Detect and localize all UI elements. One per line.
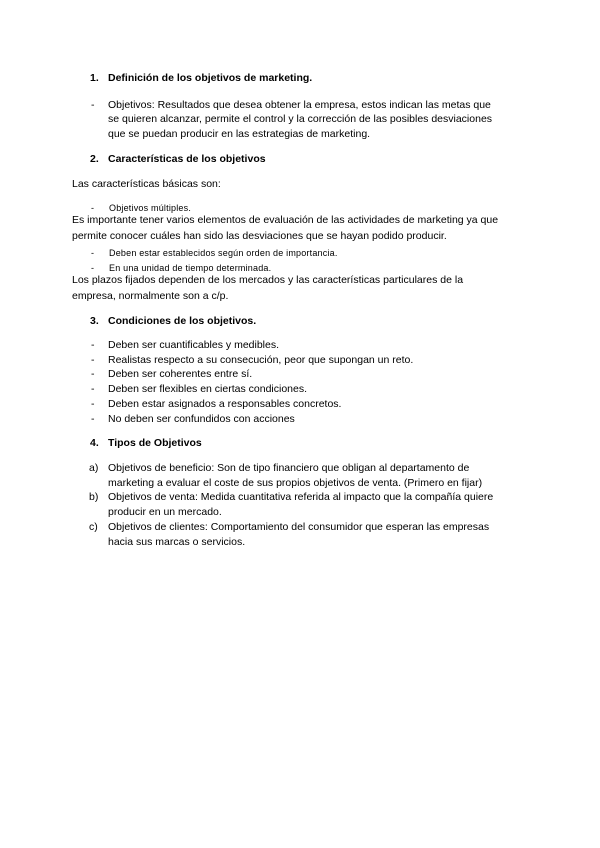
section-2-item: Deben estar establecidos según orden de importancia. (109, 248, 338, 258)
section-3-bullet: - (91, 383, 95, 395)
section-2-bullet: - (91, 248, 95, 258)
section-4-marker: c) (89, 521, 98, 533)
section-3-number: 3. (90, 315, 99, 327)
section-1-item-line: Objetivos: Resultados que desea obtener la empresa, estos indican las metas que (108, 99, 491, 111)
section-3-bullet: - (91, 398, 95, 410)
section-4-number: 4. (90, 437, 99, 449)
section-3-title: Condiciones de los objetivos. (108, 315, 257, 327)
section-3-item: Deben ser cuantificables y medibles. (108, 339, 280, 351)
section-3-bullet: - (91, 354, 95, 366)
section-4-title: Tipos de Objetivos (108, 437, 202, 449)
section-2-number: 2. (90, 153, 99, 165)
section-2-paragraph-line: Los plazos fijados dependen de los mercados y las características particulares de la (72, 274, 464, 286)
section-2-paragraph-line: empresa, normalmente son a c/p. (72, 290, 229, 302)
section-2-bullet: - (91, 203, 95, 213)
section-4-marker: b) (89, 491, 99, 503)
section-3-item: Deben ser flexibles en ciertas condiciones. (108, 383, 308, 395)
section-1-item-line: se quieren alcanzar, permite el control y la corrección de las posibles desviaciones (108, 113, 493, 125)
section-3-item: Deben estar asignados a responsables concretos. (108, 398, 342, 410)
section-2-item: Objetivos múltiples. (109, 203, 192, 213)
section-2-paragraph-line: permite conocer cuáles han sido las desviaciones que se hayan podido producir. (72, 230, 447, 242)
section-4-item-line: producir en un mercado. (108, 506, 222, 518)
section-3-item: No deben ser confundidos con acciones (108, 413, 295, 425)
section-4-item-line: marketing a evaluar el coste de sus propios objetivos de venta. (Primero en fijar) (108, 477, 483, 489)
section-2-bullet: - (91, 263, 95, 273)
section-2-title: Características de los objetivos (108, 153, 266, 165)
section-2-paragraph-line: Es importante tener varios elementos de evaluación de las actividades de marketing ya que (72, 214, 499, 226)
section-3-bullet: - (91, 368, 95, 380)
section-4-item-line: Objetivos de clientes: Comportamiento del consumidor que esperan las empresas (108, 521, 490, 533)
section-4-item-line: Objetivos de beneficio: Son de tipo financiero que obligan al departamento de (108, 462, 470, 474)
section-3-item: Realistas respecto a su consecución, peor que supongan un reto. (108, 354, 414, 366)
section-4-marker: a) (89, 462, 99, 474)
section-4-item-line: Objetivos de venta: Medida cuantitativa referida al impacto que la compañía quiere (108, 491, 494, 503)
section-4-item-line: hacia sus marcas o servicios. (108, 536, 246, 548)
section-1-title: Definición de los objetivos de marketing. (108, 72, 313, 84)
section-2-item: En una unidad de tiempo determinada. (109, 263, 272, 273)
section-1-number: 1. (90, 72, 99, 84)
section-3-item: Deben ser coherentes entre sí. (108, 368, 253, 380)
section-1-bullet: - (91, 99, 95, 111)
section-2-intro: Las características básicas son: (72, 178, 221, 190)
section-3-bullet: - (91, 413, 95, 425)
section-3-bullet: - (91, 339, 95, 351)
section-1-item-line: que se puedan producir en las estrategias de marketing. (108, 128, 371, 140)
